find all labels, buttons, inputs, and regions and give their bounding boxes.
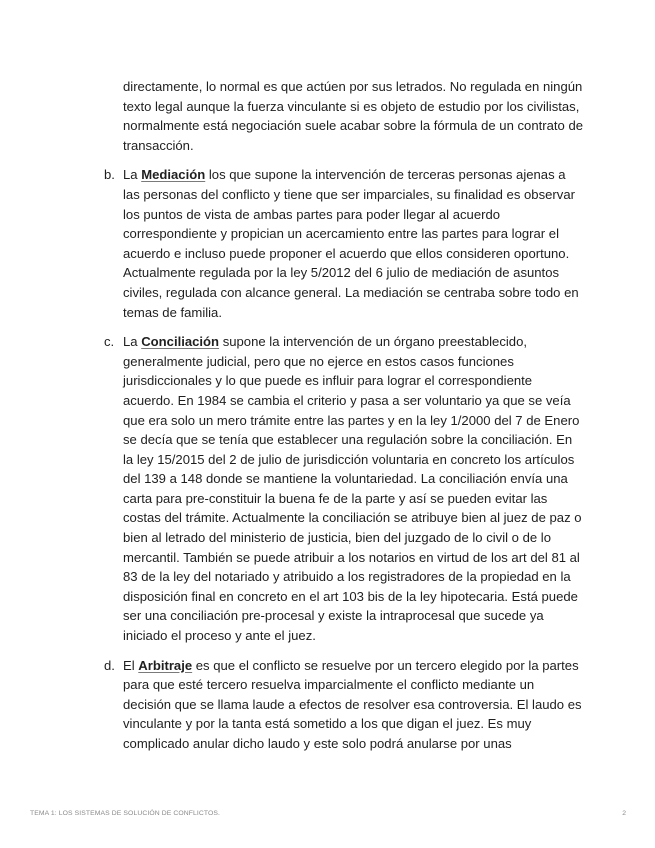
item-text: supone la intervención de un órgano preestablecido, generalmente judicial, pero que no ejerce en estos casos funciones jurisdiccionales y lo que puede es influir para lograr el correspondiente acuerdo. En 1984 se cambia el criterio y pasa a ser voluntario ya que se veía que era solo un mero trámite entre las partes y en la ley 1/2000 del 7 de Enero se decía que se tenía que establecer una regulación sobre la conciliación. En la ley 15/2015 del 2 de julio de jurisdicción voluntaria en concreto los artículos del 139 a 148 donde se mantiene la voluntariedad. La conciliación envía una carta para pre-constituir la buena fe de la parte y así se pueden evitar las costas del trámite. Actualmente la conciliación se atribuye bien al juez de paz o bien al letrado del ministerio de justicia, bien del juzgado de lo civil o de lo mercantil. También se puede atribuir a los notarios en virtud de los art del 81 al 83 de la ley del notariado y atribuido a los registradores de la propiedad en la disposición final en concreto en el art 103 bis de la ley hipotecaria. Está puede ser una conciliación pre-procesal y existe la intraprocesal que sucede ya iniciado el proceso y ante el juez. <box>123 334 582 644</box>
item-prefix: La <box>123 334 142 350</box>
item-prefix: La <box>123 167 142 183</box>
term-arbitraje: Arbitraje <box>138 657 193 673</box>
item-prefix: El <box>123 657 139 673</box>
list-marker: d. <box>104 657 115 673</box>
item-text: los que supone la intervención de terceras personas ajenas a las personas del conflicto y tiene que ser imparciales, su finalidad es observar los puntos de vista de ambas partes para poder llegar al acuerdo correspondiente y propician un acercamiento entre las partes para lograr el acuerdo e incluso puede proponer el acuerdo que ellos consideren oportuno. Actualmente regulada por la ley 5/2012 del 6 julio de mediación de asuntos civiles, regulada con alcance general. La mediación se centraba sobre todo en temas de familia. <box>123 167 579 320</box>
document-body <box>104 77 584 754</box>
list-marker: c. <box>104 334 115 350</box>
term-conciliacion: Conciliación <box>141 334 220 350</box>
term-mediacion: Mediación <box>141 167 206 183</box>
list-item-mediacion <box>104 165 584 322</box>
continuation-paragraph: directamente, lo normal es que actúen por sus letrados. No regulada en ningún texto legal aunque la fuerza vinculante si es objeto de estudio por los civilistas, normalmente está negociación suele acabar sobre la fórmula de un contrato de transacción. <box>123 79 584 153</box>
item-text: es que el conflicto se resuelve por un tercero elegido por la partes para que esté tercero resuelva imparcialmente el conflicto mediante un decisión que se llama laude a efectos de resolver esa controversia. El laudo es vinculante y por la tanta está sometido a los que digan el juez. Es muy complicado anular dicho laudo y este solo podrá anularse por unas <box>123 657 582 751</box>
footer-title: TEMA 1: LOS SISTEMAS DE SOLUCIÓN DE CONFLICTOS. <box>30 810 221 817</box>
list-item-arbitraje <box>104 656 584 754</box>
list-item-conciliacion <box>104 332 584 646</box>
list-marker: b. <box>104 167 115 183</box>
page-number: 2 <box>622 810 626 817</box>
